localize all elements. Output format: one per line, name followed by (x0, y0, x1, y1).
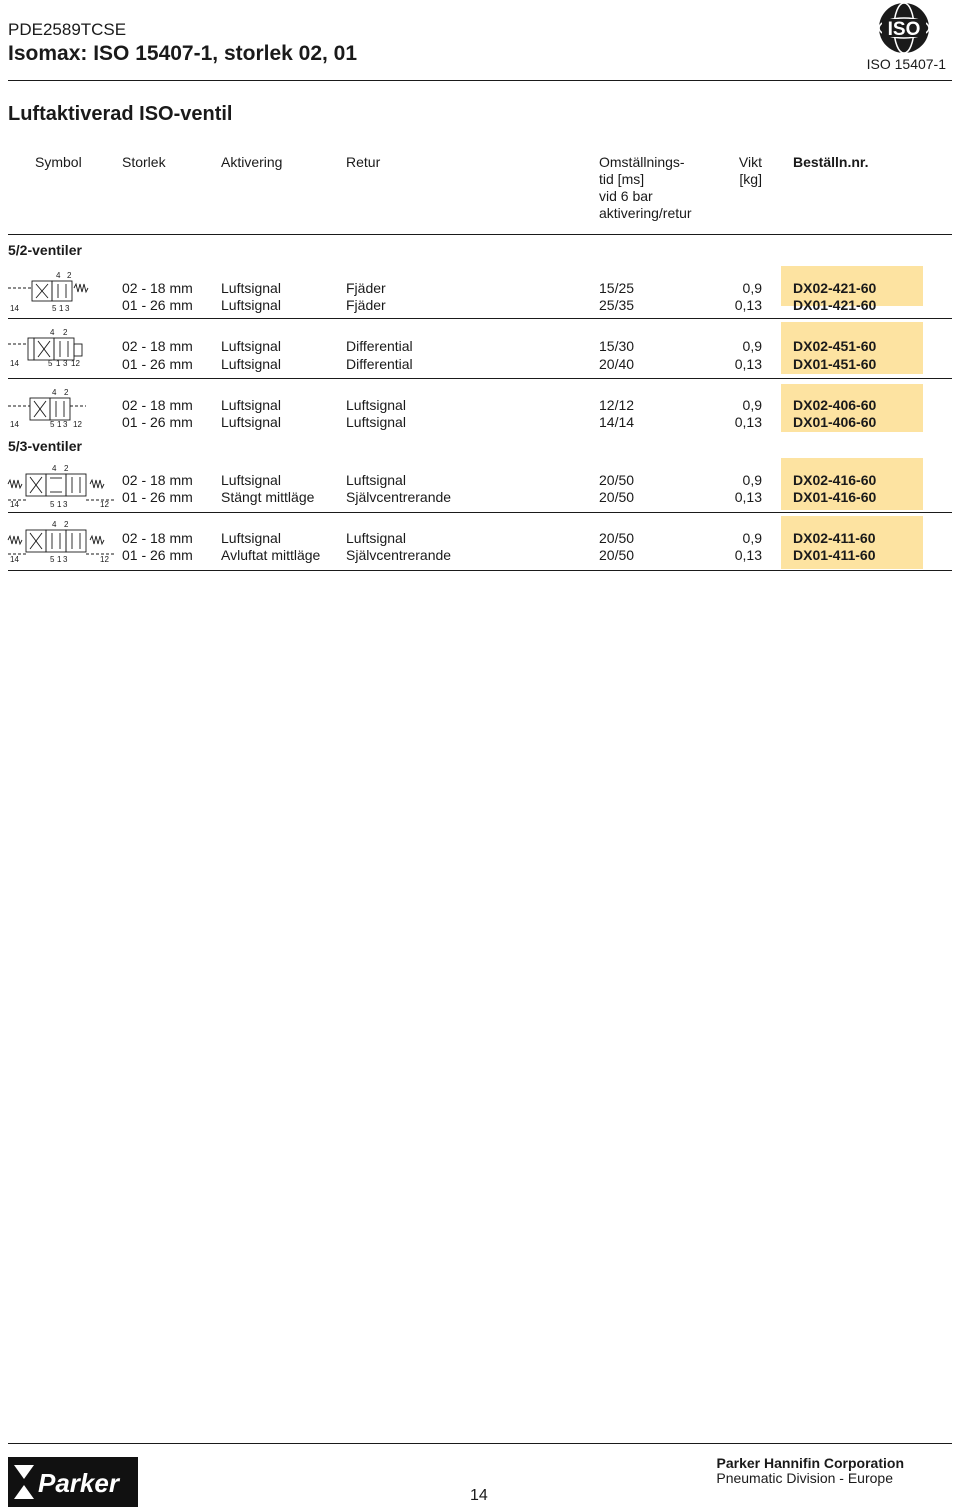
document-code: PDE2589TCSE (8, 20, 127, 39)
cell-order-number: DX01-421-60 (793, 297, 877, 313)
cell-size: 01 - 26 mm (122, 489, 193, 505)
svg-text:1: 1 (57, 420, 62, 429)
svg-text:2: 2 (64, 388, 69, 397)
cell-actuation: Avluftat mittläge (221, 547, 321, 563)
header-divider (8, 80, 952, 81)
section-title: Luftaktiverad ISO-ventil (8, 103, 233, 125)
svg-text:5: 5 (50, 420, 55, 429)
document-title: Isomax: ISO 15407-1, storlek 02, 01 (8, 42, 358, 65)
cell-weight: 0,9 (742, 280, 762, 296)
svg-text:12: 12 (100, 555, 109, 564)
cell-size: 02 - 18 mm (122, 530, 193, 546)
cell-weight: 0,13 (734, 414, 762, 430)
svg-text:12: 12 (100, 500, 109, 508)
column-header-actuation: Aktivering (221, 154, 283, 170)
valve-5-3-exhaust-center-symbol (6, 518, 118, 564)
cell-return: Fjäder (346, 280, 386, 296)
column-header-size: Storlek (122, 154, 166, 170)
cell-return: Differential (346, 338, 413, 354)
cell-size: 01 - 26 mm (122, 414, 193, 430)
cell-switch-time: 20/50 (599, 472, 635, 488)
cell-order-number: DX02-451-60 (793, 338, 877, 354)
iso-logo-text: ISO (887, 19, 921, 40)
cell-size: 02 - 18 mm (122, 338, 193, 354)
cell-return: Luftsignal (346, 530, 406, 546)
parker-logo-text: Parker (38, 1468, 119, 1498)
cell-switch-time: 20/50 (599, 547, 635, 563)
svg-text:2: 2 (64, 520, 69, 529)
division-name: Pneumatic Division - Europe (716, 1470, 893, 1486)
svg-text:2: 2 (67, 271, 72, 280)
row-divider (8, 318, 952, 319)
cell-actuation: Luftsignal (221, 397, 281, 413)
valve-5-3-closed-center-symbol (6, 462, 118, 508)
valve-5-2-spring-return-symbol (6, 268, 118, 314)
iso-standard-label: ISO 15407-1 (866, 56, 946, 72)
cell-return: Fjäder (346, 297, 386, 313)
cell-order-number: DX01-451-60 (793, 356, 877, 372)
cell-order-number: DX01-406-60 (793, 414, 877, 430)
row-divider (8, 378, 952, 379)
cell-actuation: Stängt mittläge (221, 489, 315, 505)
svg-text:1: 1 (59, 304, 64, 313)
table-header-divider (8, 234, 952, 235)
svg-text:5: 5 (50, 555, 55, 564)
cell-weight: 0,13 (734, 356, 762, 372)
svg-text:14: 14 (10, 420, 19, 429)
column-header-return: Retur (346, 154, 381, 170)
cell-size: 02 - 18 mm (122, 397, 193, 413)
svg-text:3: 3 (63, 500, 68, 508)
cell-actuation: Luftsignal (221, 472, 281, 488)
cell-actuation: Luftsignal (221, 530, 281, 546)
footer-divider (8, 1443, 952, 1444)
svg-text:4: 4 (52, 464, 57, 473)
cell-return: Självcentrerande (346, 547, 452, 563)
iso-logo-icon (876, 2, 932, 54)
cell-return: Självcentrerande (346, 489, 452, 505)
svg-text:3: 3 (63, 420, 68, 429)
cell-weight: 0,13 (734, 489, 762, 505)
svg-text:2: 2 (63, 328, 68, 337)
cell-switch-time: 20/50 (599, 489, 635, 505)
svg-text:5: 5 (48, 359, 53, 368)
cell-return: Luftsignal (346, 472, 406, 488)
svg-text:1: 1 (56, 359, 61, 368)
cell-weight: 0,9 (742, 338, 762, 354)
svg-text:14: 14 (10, 359, 19, 368)
page-number: 14 (470, 1487, 488, 1504)
svg-text:12: 12 (73, 420, 82, 429)
svg-text:4: 4 (50, 328, 55, 337)
svg-text:1: 1 (57, 500, 62, 508)
cell-return: Differential (346, 356, 413, 372)
cell-weight: 0,9 (742, 472, 762, 488)
cell-actuation: Luftsignal (221, 338, 281, 354)
cell-size: 01 - 26 mm (122, 356, 193, 372)
valve-5-2-air-return-symbol (6, 386, 118, 432)
cell-order-number: DX02-416-60 (793, 472, 877, 488)
svg-text:3: 3 (65, 304, 70, 313)
cell-weight: 0,9 (742, 397, 762, 413)
svg-text:14: 14 (10, 500, 19, 508)
cell-switch-time: 20/50 (599, 530, 635, 546)
cell-actuation: Luftsignal (221, 297, 281, 313)
svg-text:4: 4 (56, 271, 61, 280)
svg-text:5: 5 (50, 500, 55, 508)
svg-text:2: 2 (64, 464, 69, 473)
company-name: Parker Hannifin Corporation (716, 1455, 904, 1471)
cell-weight: 0,9 (742, 530, 762, 546)
cell-switch-time: 15/30 (599, 338, 635, 354)
cell-switch-time: 20/40 (599, 356, 635, 372)
cell-order-number: DX02-421-60 (793, 280, 877, 296)
cell-size: 02 - 18 mm (122, 280, 193, 296)
parker-logo-icon (8, 1457, 138, 1507)
svg-text:14: 14 (10, 555, 19, 564)
column-header-switch-time: Omställnings- tid [ms] vid 6 bar aktivering/retur (599, 154, 692, 221)
cell-actuation: Luftsignal (221, 280, 281, 296)
column-header-order-number: Beställn.nr. (793, 154, 869, 170)
cell-actuation: Luftsignal (221, 356, 281, 372)
svg-text:14: 14 (10, 304, 19, 313)
cell-size: 01 - 26 mm (122, 297, 193, 313)
cell-switch-time: 14/14 (599, 414, 635, 430)
cell-switch-time: 12/12 (599, 397, 635, 413)
cell-order-number: DX01-416-60 (793, 489, 877, 505)
svg-text:4: 4 (52, 520, 57, 529)
cell-order-number: DX01-411-60 (793, 547, 876, 563)
svg-text:3: 3 (63, 359, 68, 368)
group-label-5-3: 5/3-ventiler (8, 438, 82, 454)
row-divider (8, 512, 952, 513)
cell-switch-time: 15/25 (599, 280, 635, 296)
group-label-5-2: 5/2-ventiler (8, 242, 82, 258)
valve-5-2-differential-symbol (6, 326, 118, 372)
svg-text:12: 12 (71, 359, 80, 368)
cell-return: Luftsignal (346, 397, 406, 413)
svg-text:3: 3 (63, 555, 68, 564)
svg-text:1: 1 (57, 555, 62, 564)
cell-size: 01 - 26 mm (122, 547, 193, 563)
cell-order-number: DX02-406-60 (793, 397, 877, 413)
column-header-symbol: Symbol (35, 154, 82, 170)
svg-text:5: 5 (52, 304, 57, 313)
cell-weight: 0,13 (734, 547, 762, 563)
cell-actuation: Luftsignal (221, 414, 281, 430)
cell-return: Luftsignal (346, 414, 406, 430)
table-bottom-divider (8, 570, 952, 571)
svg-text:4: 4 (52, 388, 57, 397)
cell-size: 02 - 18 mm (122, 472, 193, 488)
cell-switch-time: 25/35 (599, 297, 635, 313)
column-header-weight: Vikt [kg] (738, 154, 762, 187)
cell-order-number: DX02-411-60 (793, 530, 876, 546)
cell-weight: 0,13 (734, 297, 762, 313)
